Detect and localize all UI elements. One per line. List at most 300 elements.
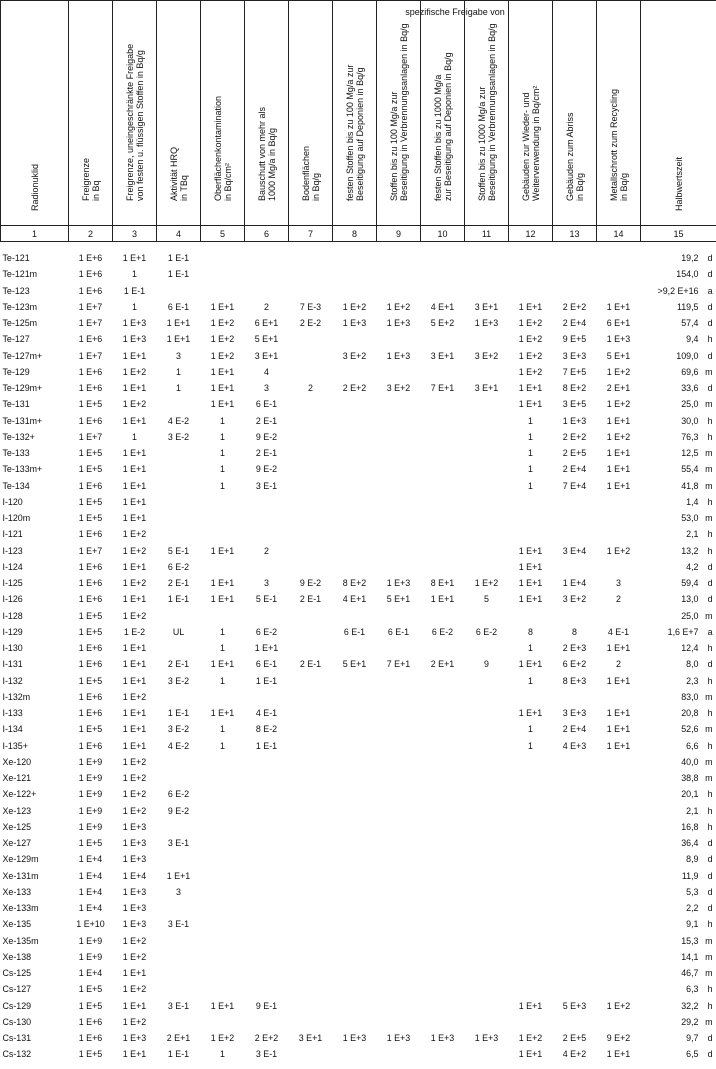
- table-row: [1, 819, 716, 835]
- value-cell: [377, 819, 421, 835]
- value-cell: [421, 1014, 465, 1030]
- value-cell: 1 E+5: [78, 464, 103, 475]
- value-cell: 1 E+2: [122, 399, 147, 410]
- table-row: [1, 283, 716, 299]
- value-cell: [245, 283, 289, 299]
- value-cell: 1 E+10: [76, 919, 105, 930]
- value-cell: [509, 770, 553, 786]
- value-cell: 8: [528, 626, 533, 637]
- value-cell: [465, 526, 509, 542]
- value-cell: [377, 266, 421, 282]
- table-row: [1, 933, 716, 949]
- value-cell: [553, 689, 597, 705]
- value-cell: [597, 250, 641, 266]
- value-cell: [289, 445, 333, 461]
- nuclide-cell: Cs-130: [2, 1016, 32, 1027]
- table-row: [1, 608, 716, 624]
- value-cell: 7 E+1: [386, 659, 411, 670]
- value-cell: [333, 738, 377, 754]
- value-cell: [465, 1014, 509, 1030]
- value-cell: [597, 283, 641, 299]
- value-cell: 8 E+3: [562, 675, 587, 686]
- nuclide-cell: Te-133m+: [2, 464, 43, 475]
- value-cell: [333, 965, 377, 981]
- column-header-6: [245, 1, 289, 226]
- half-life-value: 2,1: [686, 805, 699, 816]
- value-cell: 1 E+1: [122, 708, 147, 719]
- value-cell: [201, 884, 245, 900]
- value-cell: [157, 283, 201, 299]
- value-cell: [553, 526, 597, 542]
- half-life-unit: h: [707, 708, 713, 719]
- value-cell: [201, 754, 245, 770]
- value-cell: 1 E+2: [122, 773, 147, 784]
- value-cell: 1 E+3: [386, 578, 411, 589]
- half-life-value: 4,2: [686, 561, 699, 572]
- column-header-3: [113, 1, 157, 226]
- value-cell: 3 E+2: [474, 350, 499, 361]
- value-cell: [333, 396, 377, 412]
- table-row: [1, 851, 716, 867]
- value-cell: 1 E+3: [386, 318, 411, 329]
- value-cell: 1 E+1: [210, 366, 235, 377]
- value-cell: 1 E+3: [122, 886, 147, 897]
- value-cell: 1 E+1: [122, 594, 147, 605]
- value-cell: 1 E+1: [518, 578, 543, 589]
- value-cell: 2 E+1: [430, 659, 455, 670]
- table-row: [1, 656, 716, 672]
- value-cell: 1 E+4: [122, 870, 147, 881]
- value-cell: [157, 819, 201, 835]
- value-cell: 1 E+2: [386, 301, 411, 312]
- value-cell: [553, 754, 597, 770]
- value-cell: [289, 624, 333, 640]
- table-row: [1, 315, 716, 331]
- value-cell: 1 E+4: [78, 870, 103, 881]
- value-cell: 1 E+1: [122, 464, 147, 475]
- value-cell: [201, 868, 245, 884]
- value-cell: 2: [308, 383, 313, 394]
- value-cell: 1 E+1: [518, 399, 543, 410]
- value-cell: [289, 705, 333, 721]
- value-cell: 1 E+6: [78, 691, 103, 702]
- value-cell: [597, 900, 641, 916]
- value-cell: [421, 364, 465, 380]
- table-row: [1, 689, 716, 705]
- value-cell: [289, 559, 333, 575]
- half-life-unit: h: [707, 821, 713, 832]
- value-cell: [377, 250, 421, 266]
- half-life-cell: [641, 689, 716, 705]
- value-cell: 1 E+6: [78, 529, 103, 540]
- half-life-cell: [641, 868, 716, 884]
- column-number: 9: [377, 226, 421, 242]
- half-life-unit: h: [707, 529, 713, 540]
- value-cell: [289, 283, 333, 299]
- value-cell: 1 E+1: [210, 1000, 235, 1011]
- value-cell: [509, 851, 553, 867]
- value-cell: 1 E+4: [78, 903, 103, 914]
- table-row: [1, 1014, 716, 1030]
- nuclide-cell: Xe-129m: [2, 854, 39, 865]
- value-cell: 1 E+2: [122, 1016, 147, 1027]
- value-cell: [245, 868, 289, 884]
- value-cell: 3 E+3: [562, 350, 587, 361]
- value-cell: 1 E+3: [606, 334, 631, 345]
- value-cell: 1 E+2: [122, 578, 147, 589]
- half-life-unit: d: [707, 383, 713, 394]
- value-cell: [377, 754, 421, 770]
- half-life-cell: [641, 1014, 716, 1030]
- table-row: [1, 510, 716, 526]
- half-life-cell: [641, 835, 716, 851]
- column-header-label: Radionuklid: [29, 163, 40, 211]
- half-life-value: 9,4: [686, 334, 699, 345]
- value-cell: [333, 754, 377, 770]
- table-row: [1, 591, 716, 607]
- table-row: [1, 998, 716, 1014]
- half-life-value: 2,2: [686, 903, 699, 914]
- value-cell: [597, 835, 641, 851]
- value-cell: [157, 478, 201, 494]
- value-cell: 1 E+3: [122, 821, 147, 832]
- nuclide-cell: Xe-133: [2, 886, 32, 897]
- value-cell: [465, 819, 509, 835]
- half-life-value: 46,7: [681, 968, 699, 979]
- value-cell: [421, 949, 465, 965]
- half-life-value: 1,4: [686, 496, 699, 507]
- value-cell: [333, 559, 377, 575]
- value-cell: [201, 494, 245, 510]
- value-cell: 1 E+3: [386, 1033, 411, 1044]
- table-row: [1, 559, 716, 575]
- value-cell: 4: [264, 366, 269, 377]
- value-cell: 1: [132, 431, 137, 442]
- value-cell: 1 E+1: [122, 643, 147, 654]
- value-cell: [553, 770, 597, 786]
- value-cell: 3 E+1: [254, 350, 279, 361]
- nuclide-cell: I-125: [2, 578, 23, 589]
- value-cell: 6 E-2: [475, 626, 498, 637]
- half-life-value: 20,8: [681, 708, 699, 719]
- value-cell: 1 E+1: [122, 724, 147, 735]
- value-cell: 1 E+5: [78, 626, 103, 637]
- value-cell: [333, 266, 377, 282]
- value-cell: [553, 965, 597, 981]
- half-life-unit: a: [707, 626, 713, 637]
- half-life-cell: [641, 1046, 716, 1062]
- value-cell: 1 E+2: [518, 366, 543, 377]
- value-cell: [333, 900, 377, 916]
- value-cell: [421, 250, 465, 266]
- value-cell: [465, 689, 509, 705]
- value-cell: [333, 461, 377, 477]
- value-cell: 1 E+2: [342, 301, 367, 312]
- value-cell: [421, 916, 465, 932]
- column-header-label: Oberflächenkontamination in Bq/cm²: [212, 95, 233, 201]
- nuclide-cell: Te-132+: [2, 431, 35, 442]
- value-cell: 1 E+1: [122, 740, 147, 751]
- value-cell: 1: [528, 643, 533, 654]
- value-cell: [509, 689, 553, 705]
- value-cell: [553, 900, 597, 916]
- value-cell: 5 E+1: [386, 594, 411, 605]
- value-cell: [289, 981, 333, 997]
- half-life-cell: [641, 770, 716, 786]
- value-cell: [597, 1014, 641, 1030]
- table-row: [1, 348, 716, 364]
- value-cell: [465, 965, 509, 981]
- value-cell: 1 E+3: [122, 854, 147, 865]
- value-cell: 1 E+1: [606, 415, 631, 426]
- value-cell: 1 E+1: [606, 675, 631, 686]
- value-cell: [465, 786, 509, 802]
- value-cell: [509, 283, 553, 299]
- value-cell: 3 E+1: [430, 350, 455, 361]
- value-cell: [597, 884, 641, 900]
- value-cell: 1: [220, 431, 225, 442]
- table-row: [1, 445, 716, 461]
- half-life-unit: m: [705, 724, 713, 735]
- table-row: [1, 835, 716, 851]
- value-cell: [201, 1014, 245, 1030]
- value-cell: [333, 478, 377, 494]
- value-cell: 1: [528, 675, 533, 686]
- half-life-cell: [641, 851, 716, 867]
- half-life-cell: [641, 510, 716, 526]
- value-cell: [553, 884, 597, 900]
- value-cell: [465, 916, 509, 932]
- value-cell: [289, 900, 333, 916]
- value-cell: [201, 689, 245, 705]
- nuclide-cell: Te-125m: [2, 318, 38, 329]
- value-cell: 3: [264, 383, 269, 394]
- value-cell: 5 E-1: [255, 594, 278, 605]
- half-life-cell: [641, 656, 716, 672]
- half-life-unit: h: [707, 919, 713, 930]
- half-life-unit: d: [707, 350, 713, 361]
- value-cell: [465, 250, 509, 266]
- column-header-1: [1, 1, 69, 226]
- value-cell: [289, 250, 333, 266]
- value-cell: [509, 835, 553, 851]
- value-cell: [421, 396, 465, 412]
- value-cell: [245, 803, 289, 819]
- half-life-unit: h: [707, 675, 713, 686]
- half-life-value: 9,1: [686, 919, 699, 930]
- half-life-cell: [641, 640, 716, 656]
- nuclide-cell: Xe-138: [2, 951, 32, 962]
- value-cell: 1 E+6: [78, 740, 103, 751]
- half-life-unit: m: [705, 968, 713, 979]
- value-cell: 8 E+1: [430, 578, 455, 589]
- table-row: [1, 1030, 716, 1046]
- half-life-value: 30,0: [681, 415, 699, 426]
- value-cell: [465, 543, 509, 559]
- value-cell: 1 E-1: [167, 594, 190, 605]
- value-cell: [553, 868, 597, 884]
- value-cell: 1 E+5: [78, 496, 103, 507]
- value-cell: [377, 526, 421, 542]
- value-cell: [245, 965, 289, 981]
- value-cell: [289, 526, 333, 542]
- value-cell: 3 E-1: [255, 480, 278, 491]
- value-cell: [597, 981, 641, 997]
- nuclide-cell: Cs-131: [2, 1033, 32, 1044]
- value-cell: 9 E-2: [255, 464, 278, 475]
- value-cell: 1 E+2: [606, 1000, 631, 1011]
- table-row: [1, 884, 716, 900]
- value-cell: 1 E+1: [606, 464, 631, 475]
- value-cell: 1 E+2: [474, 578, 499, 589]
- value-cell: 1 E+3: [342, 318, 367, 329]
- value-cell: 1 E+3: [122, 919, 147, 930]
- value-cell: 1: [132, 269, 137, 280]
- value-cell: [465, 461, 509, 477]
- value-cell: [597, 266, 641, 282]
- column-number: 13: [553, 226, 597, 242]
- value-cell: 1 E+1: [166, 334, 191, 345]
- value-cell: 1: [220, 1049, 225, 1060]
- value-cell: [421, 461, 465, 477]
- value-cell: 1 E+3: [122, 903, 147, 914]
- value-cell: 5 E+1: [606, 350, 631, 361]
- value-cell: [333, 721, 377, 737]
- value-cell: 2 E-1: [167, 659, 190, 670]
- value-cell: 1: [220, 448, 225, 459]
- value-cell: [597, 933, 641, 949]
- value-cell: [509, 933, 553, 949]
- value-cell: [377, 949, 421, 965]
- value-cell: [157, 851, 201, 867]
- value-cell: [201, 949, 245, 965]
- value-cell: 1 E+9: [78, 821, 103, 832]
- half-life-value: 154,0: [676, 269, 699, 280]
- value-cell: 8 E+2: [342, 578, 367, 589]
- value-cell: [421, 721, 465, 737]
- half-life-unit: m: [705, 935, 713, 946]
- value-cell: 6 E-2: [255, 626, 278, 637]
- half-life-unit: m: [705, 773, 713, 784]
- value-cell: 6 E-1: [167, 301, 190, 312]
- value-cell: 3 E-2: [167, 431, 190, 442]
- value-cell: [377, 868, 421, 884]
- value-cell: [201, 851, 245, 867]
- nuclide-cell: Te-123: [2, 285, 30, 296]
- value-cell: 1 E+3: [386, 350, 411, 361]
- half-life-unit: m: [705, 513, 713, 524]
- value-cell: 1 E+6: [78, 269, 103, 280]
- value-cell: [201, 933, 245, 949]
- half-life-cell: [641, 559, 716, 575]
- value-cell: 2: [264, 545, 269, 556]
- value-cell: [421, 835, 465, 851]
- value-cell: [245, 250, 289, 266]
- value-cell: [289, 364, 333, 380]
- column-number: 8: [333, 226, 377, 242]
- value-cell: [597, 851, 641, 867]
- value-cell: [553, 933, 597, 949]
- value-cell: 1 E-2: [123, 626, 146, 637]
- value-cell: [509, 526, 553, 542]
- nuclide-cell: I-130: [2, 643, 23, 654]
- column-number: 14: [597, 226, 641, 242]
- half-life-cell: [641, 461, 716, 477]
- value-cell: [245, 786, 289, 802]
- half-life-value: 32,2: [681, 1000, 699, 1011]
- value-cell: 1 E+4: [562, 578, 587, 589]
- value-cell: [157, 640, 201, 656]
- half-life-unit: m: [705, 366, 713, 377]
- value-cell: 2 E+3: [562, 643, 587, 654]
- value-cell: 1 E+2: [122, 691, 147, 702]
- value-cell: 1: [220, 626, 225, 637]
- value-cell: [377, 851, 421, 867]
- value-cell: 1 E+6: [78, 594, 103, 605]
- half-life-cell: [641, 1030, 716, 1046]
- table-row: [1, 575, 716, 591]
- value-cell: 1 E+1: [430, 594, 455, 605]
- column-header-11: [465, 1, 509, 226]
- half-life-value: 6,6: [686, 740, 699, 751]
- value-cell: 1 E+1: [606, 301, 631, 312]
- table-row: [1, 868, 716, 884]
- value-cell: [289, 916, 333, 932]
- half-life-unit: d: [707, 301, 713, 312]
- value-cell: [553, 283, 597, 299]
- half-life-unit: d: [707, 253, 713, 264]
- half-life-cell: [641, 884, 716, 900]
- value-cell: [245, 770, 289, 786]
- value-cell: 1 E+6: [78, 366, 103, 377]
- value-cell: [333, 851, 377, 867]
- value-cell: 5 E+3: [562, 1000, 587, 1011]
- value-cell: [597, 949, 641, 965]
- value-cell: [157, 1014, 201, 1030]
- half-life-value: >9,2 E+16: [657, 285, 699, 296]
- value-cell: 4 E+1: [430, 301, 455, 312]
- value-cell: 1 E+7: [78, 318, 103, 329]
- value-cell: [509, 250, 553, 266]
- value-cell: [333, 998, 377, 1014]
- half-life-value: 12,5: [681, 448, 699, 459]
- half-life-cell: [641, 624, 716, 640]
- half-life-unit: d: [707, 578, 713, 589]
- value-cell: [597, 803, 641, 819]
- nuclide-cell: I-120m: [2, 513, 31, 524]
- value-cell: [333, 510, 377, 526]
- table-row: [1, 429, 716, 445]
- half-life-value: 20,1: [681, 789, 699, 800]
- value-cell: 1 E+4: [78, 968, 103, 979]
- value-cell: 1: [220, 643, 225, 654]
- value-cell: 1 E+2: [122, 545, 147, 556]
- value-cell: 1 E+5: [78, 675, 103, 686]
- value-cell: 5: [484, 594, 489, 605]
- value-cell: [377, 543, 421, 559]
- value-cell: [465, 331, 509, 347]
- value-cell: [377, 396, 421, 412]
- value-cell: [421, 526, 465, 542]
- half-life-value: 8,9: [686, 854, 699, 865]
- value-cell: [377, 965, 421, 981]
- half-life-cell: [641, 591, 716, 607]
- table-row: [1, 786, 716, 802]
- value-cell: [553, 250, 597, 266]
- value-cell: 1 E+1: [606, 1049, 631, 1060]
- value-cell: [157, 461, 201, 477]
- value-cell: 1 E+2: [122, 529, 147, 540]
